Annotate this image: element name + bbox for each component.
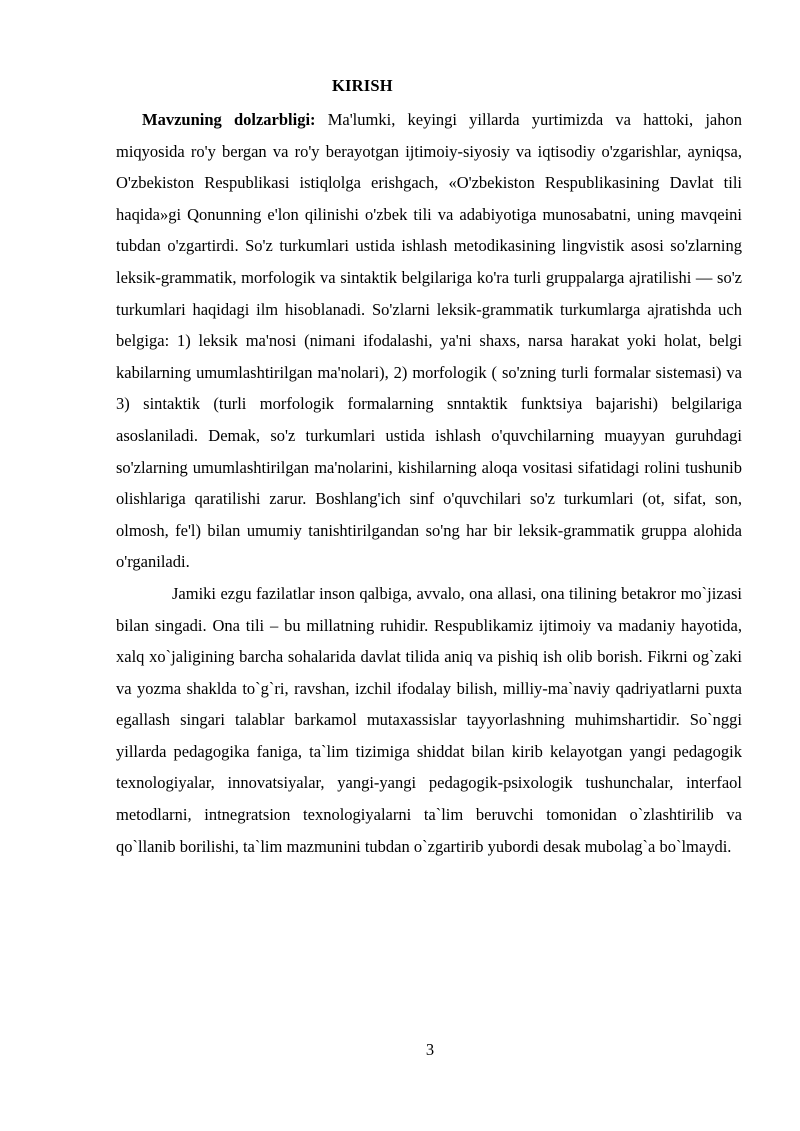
page-number: 3 [425,1040,435,1059]
paragraph-relevance [116,104,742,578]
paragraph-lead: Mavzuning dolzarbligi: [142,110,316,129]
paragraph-text: Ma'lumki, keyingi yillarda yurtimizda va hattoki, jahon miqyosida ro'y bergan va ro'y berayotgan ijtimoiy-siyosiy va iqtisodiy o'zgarishlar, ayniqsa, O'zbekiston Respublikasi istiqlolga erishgach, «O'zbekiston Respublikasining Davlat tili haqida»gi Qonunning e'lon qilinishi o'zbek tili va adabiyotiga munosabatni, uning mavqeini tubdan o'zgartirdi. So'z turkumlari ustida ishlash metodikasining lingvistik asosi so'zlarning leksik-grammatik, morfologik va sintaktik belgilariga ko'ra turli gruppalarga ajratilishi — so'z turkumlari haqidagi ilm hisoblanadi. So'zlarni leksik-grammatik turkumlarga ajratishda uch belgiga: 1) leksik ma'nosi (nimani ifodalashi, ya'ni shaxs, narsa harakat yoki holat, belgi kabilarning umumlashtirilgan ma'nolari), 2) morfologik ( so'zning turli formalar sistemasi) va 3) sintaktik (turli morfologik formalarning snntaktik funktsiya bajarishi) belgilariga asoslaniladi. Demak, so'z turkumlari ustida ishlash o'quvchilarning muayyan guruhdagi so'zlarning umumlashtirilgan ma'nolarini, kishilarning aloqa vositasi sifatidagi rolini tushunib olishlariga qaratilishi zarur. Boshlang'ich sinf o'quvchilari so'z turkumlari (ot, sifat, son, olmosh, fe'l) bilan umumiy tanishtirilgandan so'ng har bir leksik-grammatik gruppa alohida o'rganiladi. [116,110,742,572]
paragraph-native-language: Jamiki ezgu fazilatlar inson qalbiga, avvalo, ona allasi, ona tilining betakror mo`jizasi bilan singadi. Ona tili – bu millatning ruhidir. Respublikamiz ijtimoiy va madaniy hayotida, xalq xo`jaligining barcha sohalarida davlat tilida aniq va pishiq ish olib borish. Fikrni og`zaki va yozma shaklda to`g`ri, ravshan, izchil ifodalay bilish, milliy-ma`naviy qadriyatlarni puxta egallash singari talablar barkamol mutaxassislar tayyorlashning muhimshartidir. So`nggi yillarda pedagogika faniga, ta`lim tizimiga shiddat bilan kirib kelayotgan yangi pedagogik texnologiyalar, innovatsiyalar, yangi-yangi pedagogik-psixologik tushunchalar, interfaol metodlarni, intnegratsion texnologiyalarni ta`lim beruvchi tomonidan o`zlashtirilib va qo`llanib borilishi, ta`lim mazmunini tubdan o`zgartirib yubordi desak mubolag`a bo`lmaydi. [116,583,742,856]
section-heading: KIRISH [332,76,393,95]
body-text [116,104,742,862]
